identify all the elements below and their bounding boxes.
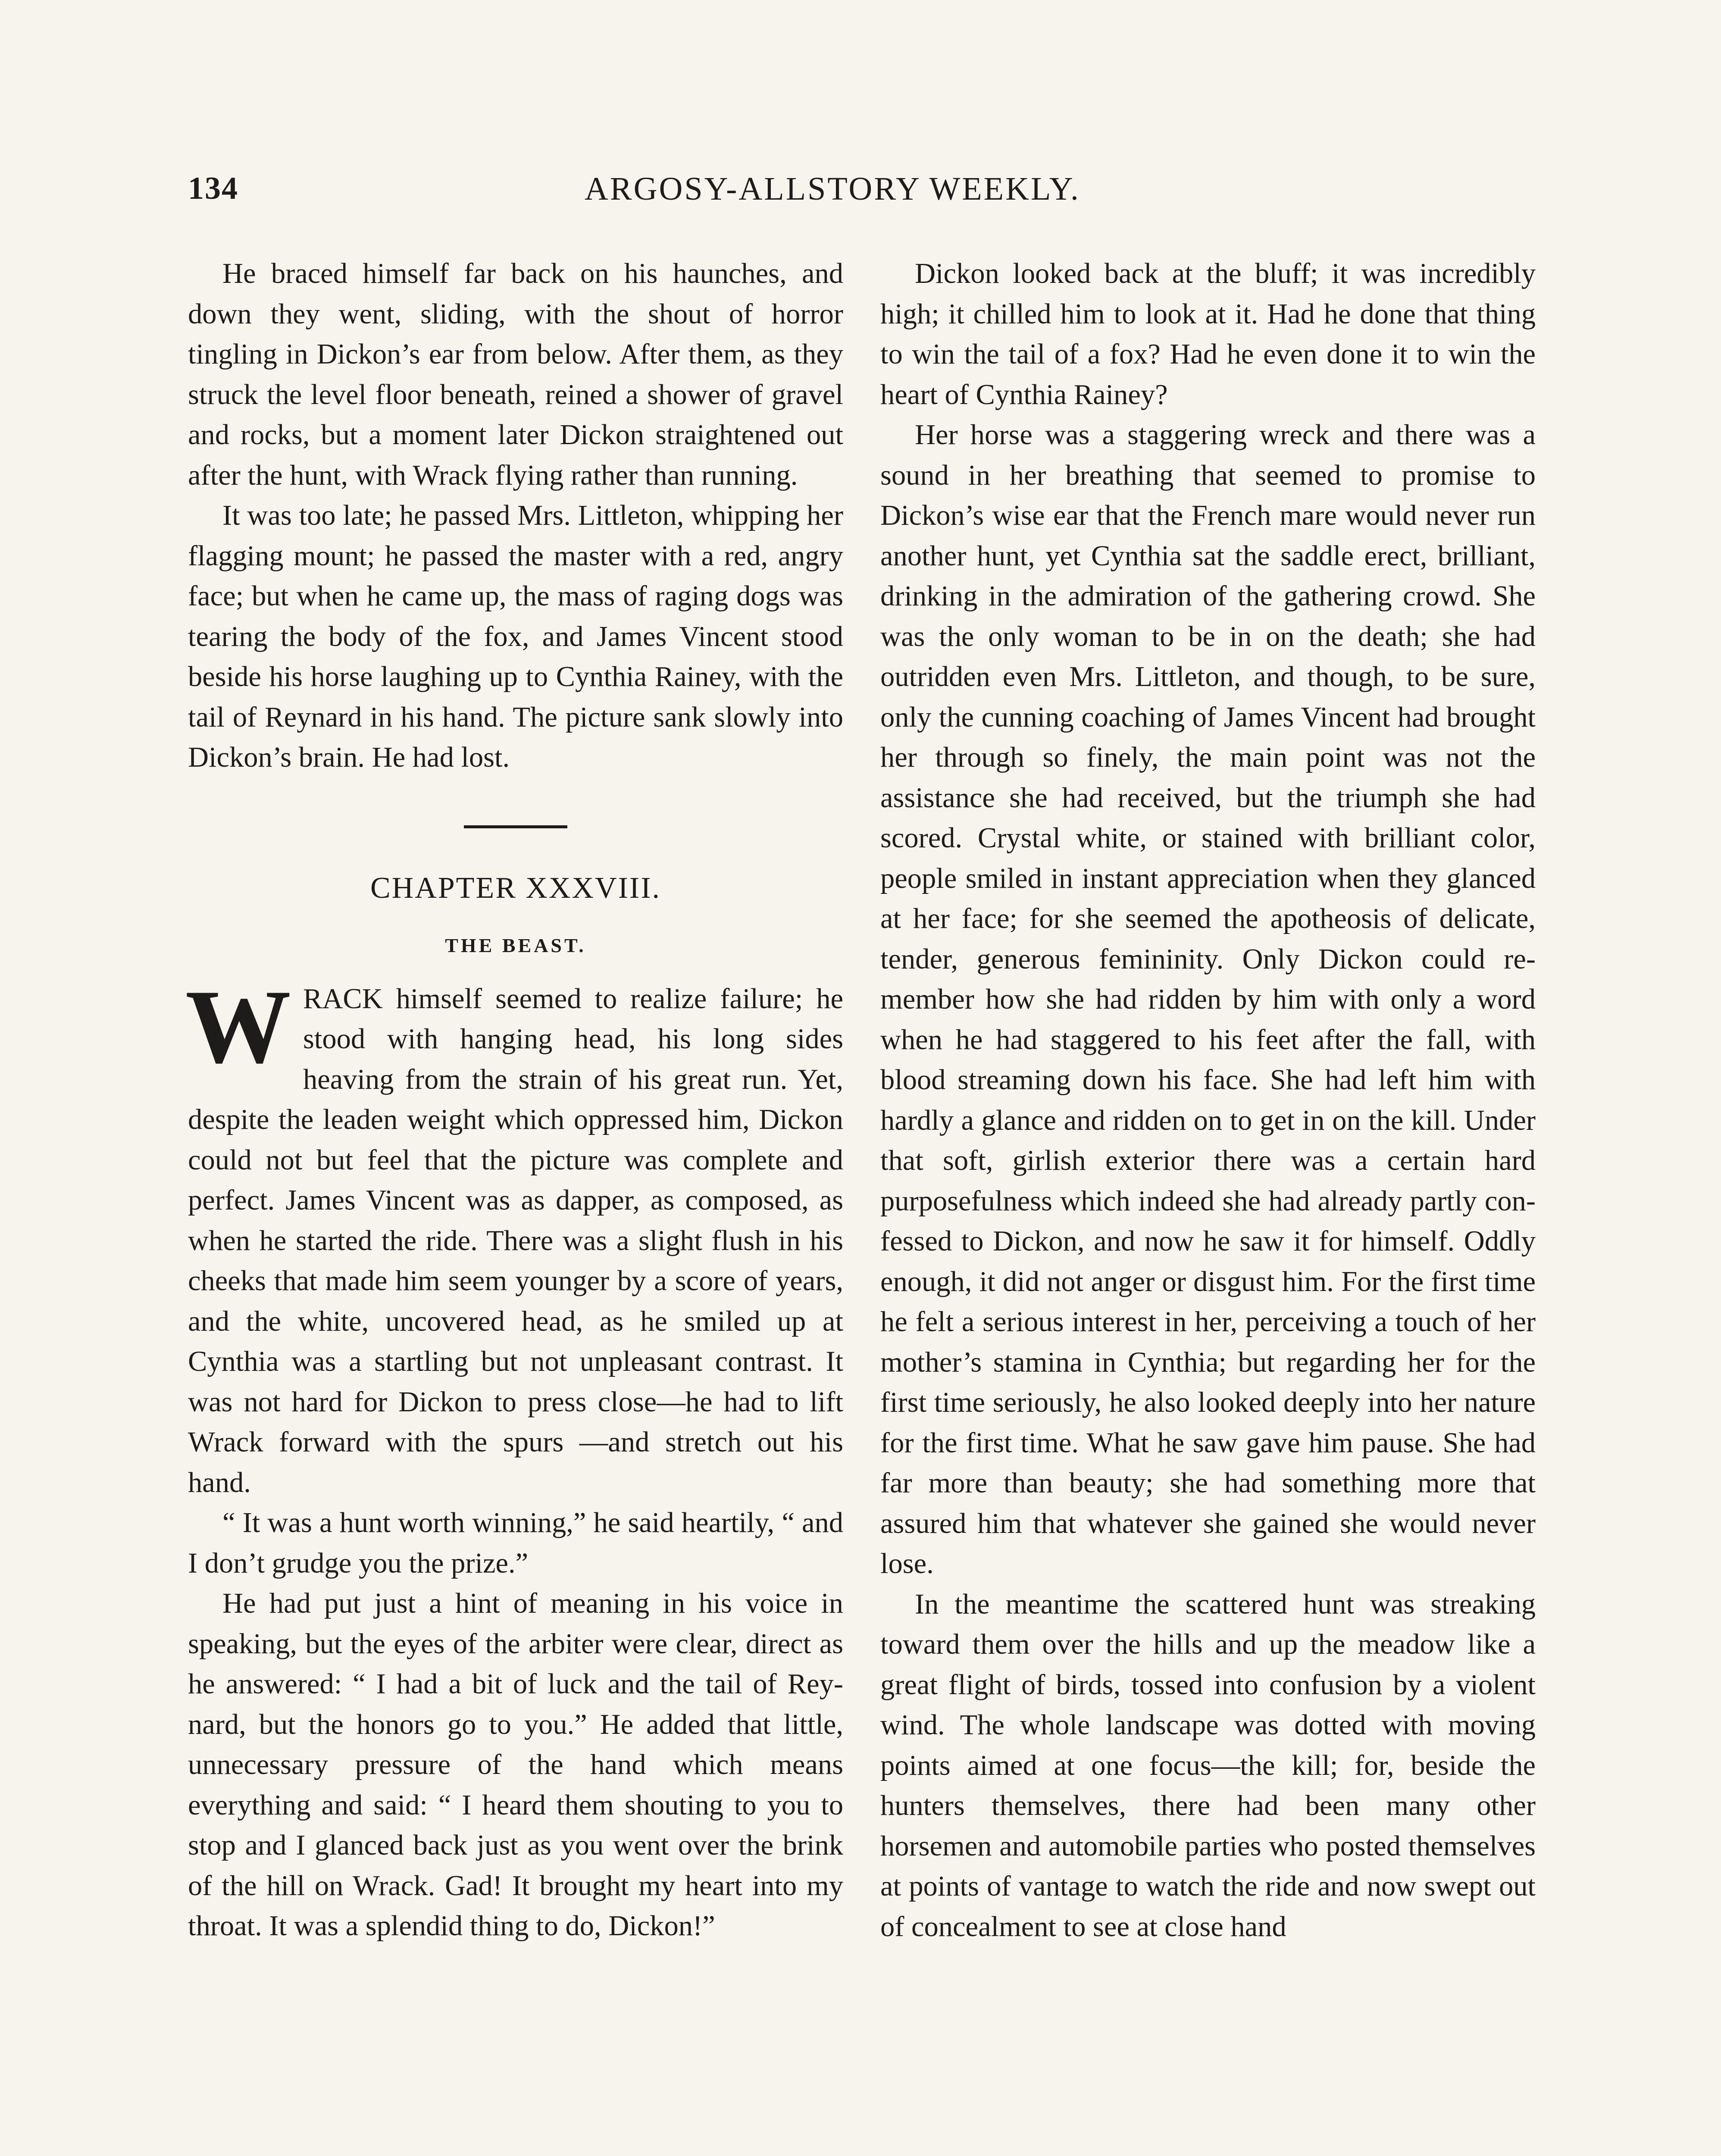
paragraph: He braced himself far back on his haunches, and down they went, sliding, with the shout of horror tingling in Dickon’s ear from below. After them, as they struck the level floor beneath, reined a shower of gravel and rocks, but a moment later Dickon straightened out after the hunt, with Wrack flying rather than running. [188, 258, 843, 491]
page-number: 134 [188, 171, 238, 206]
right-column [880, 254, 1536, 1947]
drop-cap: W [185, 968, 291, 1085]
chapter-subtitle: THE BEAST. [445, 934, 586, 956]
paragraph: Her horse was a staggering wreck and there was a sound in her breathing that seemed to promise to Dickon’s wise ear that the French mare would never run another hunt, yet Cynthia sat the saddle erect, brilliant, drinking in the admiration of the gathering crowd. She was the only woman to be in on the death; she had outridden even Mrs. Littleton, and though, to be sure, only the cunning coaching of James Vincent had brought her through so finely, the main point was not the assistance she had received, but the triumph she had scored. Crystal white, or stained with brilliant color, people smiled in instant appreciation when they glanced at her face; for she seemed the apotheosis of delicate, tender, generous femininity. Only Dickon could remember how she had ridden by him with only a word when he had staggered to his feet after the fall, with blood streaming down his face. She had left him with hardly a glance and ridden on to get in on the kill. Under that soft, girlish exterior there was a certain hard purposefulness which indeed she had already partly confessed to Dickon, and now he saw it for himself. Oddly enough, it did not anger or disgust him. For the first time he felt a serious interest in her, perceiving a touch of her mother’s stamina in Cynthia; but regarding her for the first time seriously, he also looked deeply into her nature for the first time. What he saw gave him pause. She had far more than beauty; she had something more that assured him that whatever she gained she would never lose. [880, 419, 1536, 1579]
section-divider [464, 825, 567, 828]
chapter-opening-paragraph [185, 968, 843, 1503]
paragraph: “ It was a hunt worth winning,” he said heartily, “ and I don’t grudge you the prize.” [188, 1507, 843, 1579]
paragraph: He had put just a hint of meaning in his voice in speaking, but the eyes of the arbiter were clear, direct as he answered: “ I had a bit of luck and the tail of Reynard, but the honors go to you.” He added that little, unnecessary pressure of the hand which means everything and said: “ I heard them shouting to you to stop and I glanced back just as you went over the brink of the hill on Wrack. Gad! It brought my heart into my throat. It was a splendid thing to do, Dickon!” [188, 1588, 843, 1942]
paragraph: In the meantime the scattered hunt was streaking toward them over the hills and up the meadow like a great flight of birds, tossed into confusion by a violent wind. The whole landscape was dotted with moving points aimed at one focus—the kill; for, beside the hunters themselves, there had been many other horsemen and automobile parties who posted themselves at points of vantage to watch the ride and now swept out of concealment to see at close hand [880, 1588, 1536, 1943]
paragraph: It was too late; he passed Mrs. Littleton, whipping her flagging mount; he passed the master with a red, angry face; but when he came up, the mass of raging dogs was tearing the body of the fox, and James Vincent stood beside his horse laughing up to Cynthia Rainey, with the tail of Reynard in his hand. The picture sank slowly into Dickon’s brain. He had lost. [188, 500, 843, 773]
magazine-title: ARGOSY-ALLSTORY WEEKLY. [585, 171, 1080, 207]
paragraph: Dickon looked back at the bluff; it was incredibly high; it chilled him to look at it. Had he done that thing to win the tail of a fox? Had he even done it to win the heart of Cynthia Rainey? [880, 258, 1536, 411]
running-head [188, 170, 1537, 218]
left-column [185, 254, 843, 1946]
chapter-title: CHAPTER XXXVIII. [370, 871, 661, 905]
paragraph-text: RACK himself seemed to realize failure; he stood with hanging head, his long sides heaving from the strain of his great run. Yet, despite the leaden weight which oppressed him, Dickon could not but feel that the picture was complete and perfect. James Vincent was as dapper, as composed, as when he started the ride. There was a slight flush in his cheeks that made him seem younger by a score of years, and the white, uncovered head, as he smiled up at Cynthia was a startling but not unpleasant contrast. It was not hard for Dickon to press close—he had to lift Wrack forward with the spurs —and stretch out his hand. [188, 983, 843, 1498]
